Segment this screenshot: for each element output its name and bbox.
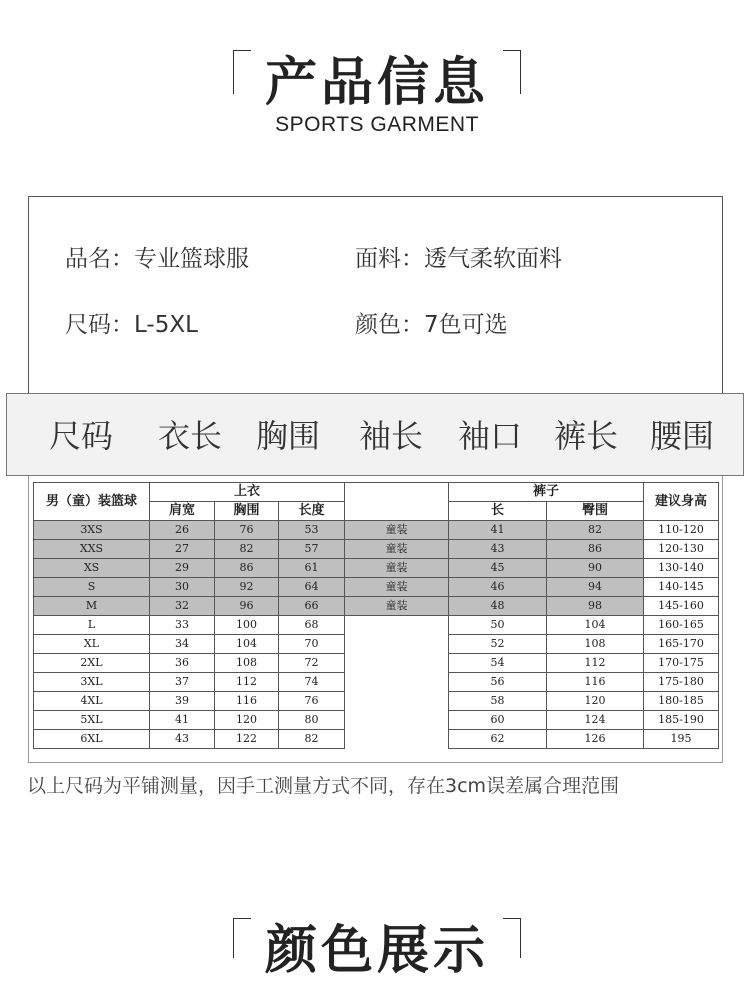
cell-chest: 92 xyxy=(215,578,279,597)
table-row xyxy=(34,597,719,616)
product-colors: 颜色：7色可选 xyxy=(355,312,508,338)
cell-pants-length: 54 xyxy=(449,654,547,673)
cell-chest: 104 xyxy=(215,635,279,654)
cell-length: 72 xyxy=(279,654,345,673)
cell-kid xyxy=(345,692,449,711)
th-pants-length: 长 xyxy=(449,502,547,521)
cell-kid: 童装 xyxy=(345,559,449,578)
cell-chest: 100 xyxy=(215,616,279,635)
cell-chest: 120 xyxy=(215,711,279,730)
cell-height: 185-190 xyxy=(644,711,719,730)
cell-height: 120-130 xyxy=(644,540,719,559)
cell-kid xyxy=(345,673,449,692)
cell-hip: 124 xyxy=(547,711,644,730)
table-row xyxy=(34,635,719,654)
section-header xyxy=(233,50,521,145)
th-length: 长度 xyxy=(279,502,345,521)
cell-length: 80 xyxy=(279,711,345,730)
cell-chest: 76 xyxy=(215,521,279,540)
cell-hip: 90 xyxy=(547,559,644,578)
table-row xyxy=(34,559,719,578)
th-chest: 胸围 xyxy=(215,502,279,521)
cell-size: XL xyxy=(34,635,150,654)
cell-chest: 82 xyxy=(215,540,279,559)
th-pants: 裤子 xyxy=(449,483,644,502)
bar-col-waist: 腰围 xyxy=(650,417,715,455)
th-size: 男（童）装篮球 xyxy=(34,483,150,521)
cell-height: 195 xyxy=(644,730,719,749)
cell-pants-length: 52 xyxy=(449,635,547,654)
cell-height: 175-180 xyxy=(644,673,719,692)
cell-length: 64 xyxy=(279,578,345,597)
table-row xyxy=(34,730,719,749)
cell-pants-length: 56 xyxy=(449,673,547,692)
cell-shoulder: 39 xyxy=(150,692,215,711)
table-row xyxy=(34,521,719,540)
cell-pants-length: 48 xyxy=(449,597,547,616)
cell-hip: 86 xyxy=(547,540,644,559)
cell-pants-length: 43 xyxy=(449,540,547,559)
cell-size: L xyxy=(34,616,150,635)
cell-kid: 童装 xyxy=(345,597,449,616)
cell-size: M xyxy=(34,597,150,616)
cell-size: 2XL xyxy=(34,654,150,673)
table-row xyxy=(34,654,719,673)
cell-kid xyxy=(345,635,449,654)
cell-size: 5XL xyxy=(34,711,150,730)
cell-kid xyxy=(345,616,449,635)
cell-size: XXS xyxy=(34,540,150,559)
cell-shoulder: 33 xyxy=(150,616,215,635)
cell-height: 160-165 xyxy=(644,616,719,635)
cell-height: 145-160 xyxy=(644,597,719,616)
cell-length: 66 xyxy=(279,597,345,616)
table-row xyxy=(34,540,719,559)
cell-shoulder: 29 xyxy=(150,559,215,578)
cell-chest: 122 xyxy=(215,730,279,749)
bar-col-pants-length: 裤长 xyxy=(554,417,619,455)
cell-hip: 104 xyxy=(547,616,644,635)
bar-col-length: 衣长 xyxy=(158,417,223,455)
cell-chest: 108 xyxy=(215,654,279,673)
table-row xyxy=(34,673,719,692)
cell-hip: 108 xyxy=(547,635,644,654)
cell-height: 170-175 xyxy=(644,654,719,673)
cell-pants-length: 60 xyxy=(449,711,547,730)
cell-chest: 96 xyxy=(215,597,279,616)
bar-col-cuff: 袖口 xyxy=(458,417,523,455)
product-size-range: 尺码：L-5XL xyxy=(65,312,198,338)
cell-kid: 童装 xyxy=(345,521,449,540)
cell-length: 53 xyxy=(279,521,345,540)
cell-pants-length: 41 xyxy=(449,521,547,540)
cell-pants-length: 45 xyxy=(449,559,547,578)
cell-size: XS xyxy=(34,559,150,578)
cell-size: 3XL xyxy=(34,673,150,692)
cell-shoulder: 27 xyxy=(150,540,215,559)
section-title: 产品信息 xyxy=(264,53,489,113)
product-material: 面料：透气柔软面料 xyxy=(355,246,562,272)
cell-hip: 82 xyxy=(547,521,644,540)
th-top: 上衣 xyxy=(150,483,345,502)
cell-size: 4XL xyxy=(34,692,150,711)
cell-height: 130-140 xyxy=(644,559,719,578)
table-row xyxy=(34,692,719,711)
th-hip: 臀围 xyxy=(547,502,644,521)
cell-length: 61 xyxy=(279,559,345,578)
cell-shoulder: 32 xyxy=(150,597,215,616)
cell-hip: 120 xyxy=(547,692,644,711)
cell-shoulder: 30 xyxy=(150,578,215,597)
th-height: 建议身高 xyxy=(644,483,719,521)
bar-col-sleeve-length: 袖长 xyxy=(359,417,424,455)
next-section-title: 颜色展示 xyxy=(264,921,489,981)
cell-pants-length: 62 xyxy=(449,730,547,749)
cell-pants-length: 46 xyxy=(449,578,547,597)
cell-chest: 112 xyxy=(215,673,279,692)
cell-size: 3XS xyxy=(34,521,150,540)
product-info-box xyxy=(28,196,723,396)
cell-chest: 86 xyxy=(215,559,279,578)
cell-kid xyxy=(345,654,449,673)
cell-hip: 126 xyxy=(547,730,644,749)
table-row xyxy=(34,616,719,635)
measurement-note: 以上尺码为平铺测量，因手工测量方式不同，存在3cm误差属合理范围 xyxy=(27,775,620,797)
cell-length: 76 xyxy=(279,692,345,711)
table-row xyxy=(34,711,719,730)
cell-length: 68 xyxy=(279,616,345,635)
size-table xyxy=(33,482,719,749)
table-row xyxy=(34,578,719,597)
cell-kid xyxy=(345,711,449,730)
cell-kid xyxy=(345,730,449,749)
cell-hip: 98 xyxy=(547,597,644,616)
measurement-header-bar xyxy=(6,393,744,476)
th-shoulder: 肩宽 xyxy=(150,502,215,521)
cell-pants-length: 58 xyxy=(449,692,547,711)
cell-size: S xyxy=(34,578,150,597)
cell-kid: 童装 xyxy=(345,540,449,559)
cell-pants-length: 50 xyxy=(449,616,547,635)
cell-shoulder: 26 xyxy=(150,521,215,540)
cell-shoulder: 37 xyxy=(150,673,215,692)
cell-length: 74 xyxy=(279,673,345,692)
th-blank xyxy=(345,483,449,521)
cell-height: 180-185 xyxy=(644,692,719,711)
cell-chest: 116 xyxy=(215,692,279,711)
cell-length: 82 xyxy=(279,730,345,749)
cell-shoulder: 41 xyxy=(150,711,215,730)
next-section-header xyxy=(233,918,521,981)
cell-height: 165-170 xyxy=(644,635,719,654)
cell-size: 6XL xyxy=(34,730,150,749)
cell-shoulder: 34 xyxy=(150,635,215,654)
bar-col-chest: 胸围 xyxy=(256,417,321,455)
product-name: 品名：专业篮球服 xyxy=(65,246,249,272)
cell-height: 140-145 xyxy=(644,578,719,597)
cell-hip: 112 xyxy=(547,654,644,673)
cell-shoulder: 43 xyxy=(150,730,215,749)
cell-length: 57 xyxy=(279,540,345,559)
section-subtitle: SPORTS GARMENT xyxy=(275,113,479,136)
cell-height: 110-120 xyxy=(644,521,719,540)
cell-length: 70 xyxy=(279,635,345,654)
cell-hip: 116 xyxy=(547,673,644,692)
cell-kid: 童装 xyxy=(345,578,449,597)
cell-shoulder: 36 xyxy=(150,654,215,673)
cell-hip: 94 xyxy=(547,578,644,597)
bar-col-size: 尺码 xyxy=(49,417,114,455)
